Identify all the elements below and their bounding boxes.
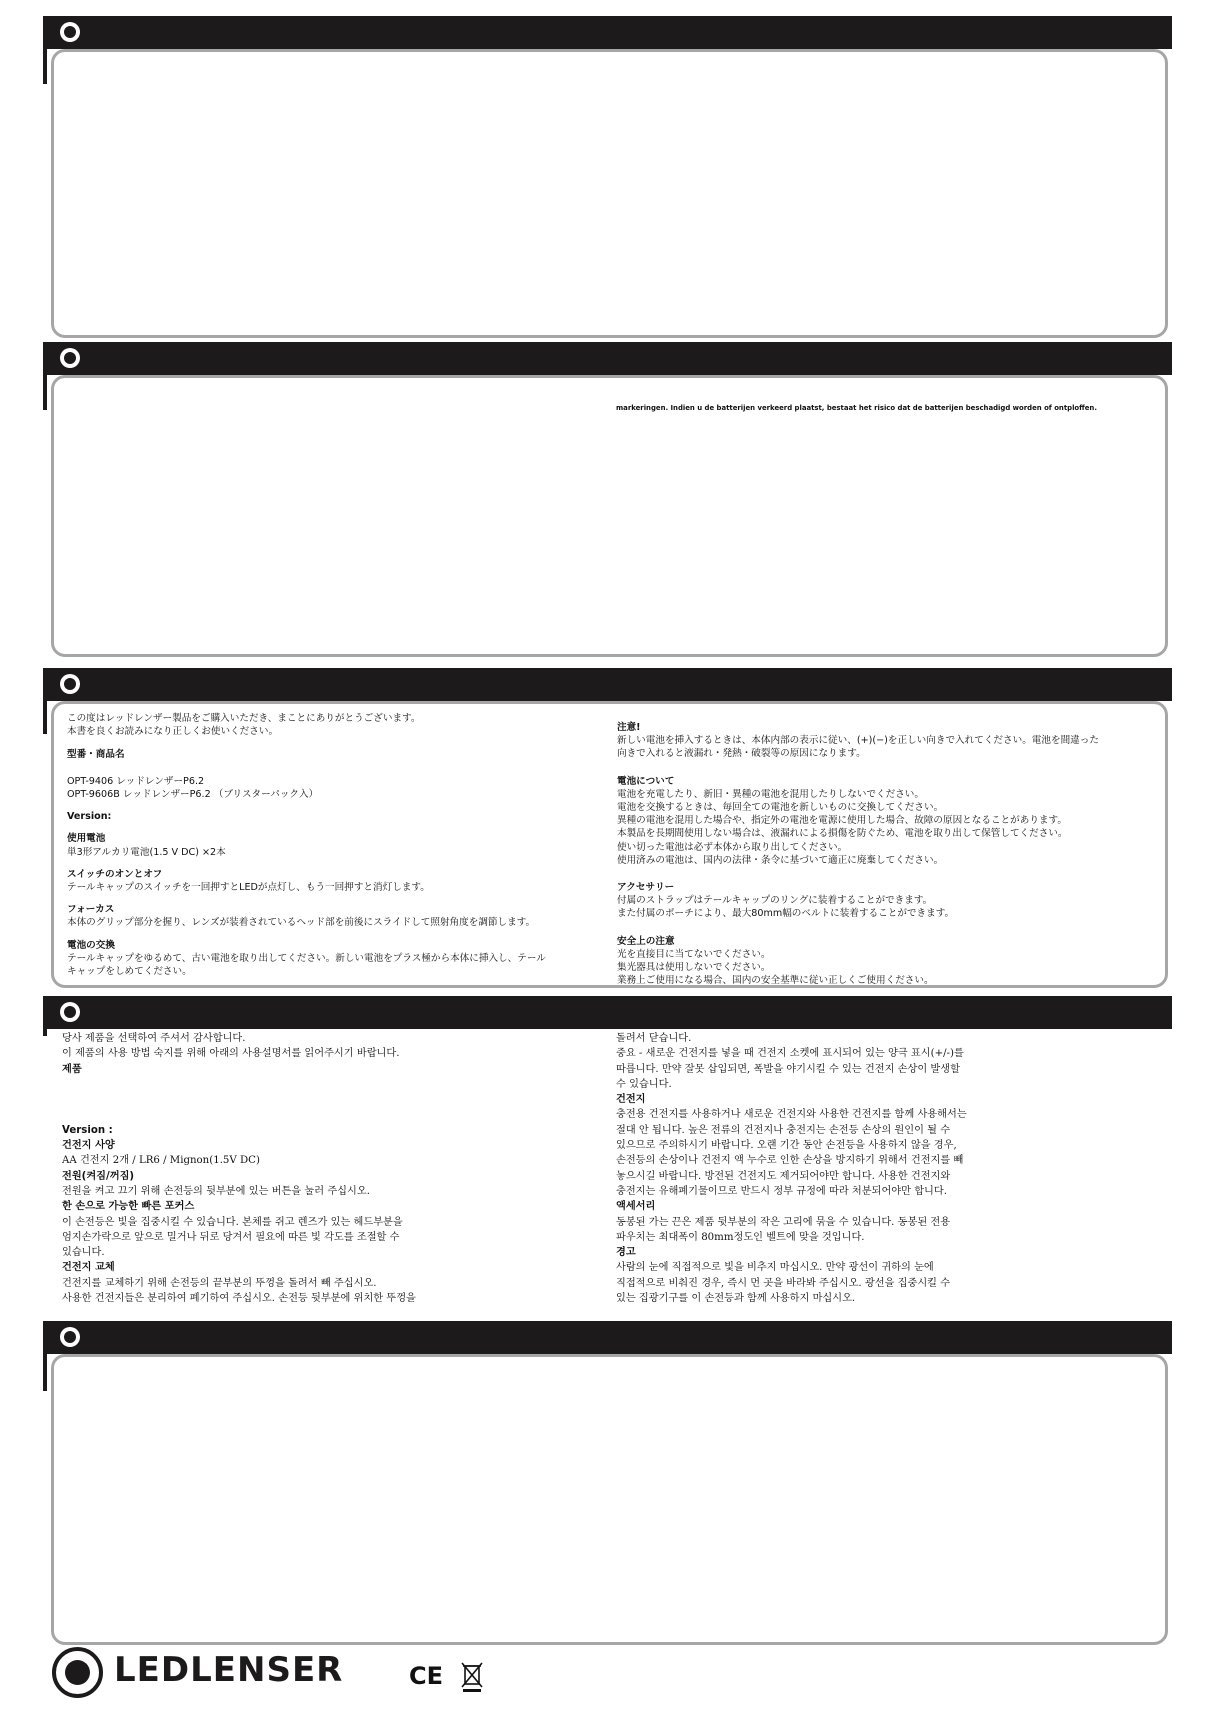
section-heading: 경고 bbox=[616, 1247, 636, 1259]
section-heading: 電池について bbox=[617, 775, 675, 787]
section-heading: 한 손으로 가능한 빠른 포커스 bbox=[62, 1201, 195, 1213]
dutch-panel bbox=[51, 375, 1168, 657]
text-line: 集光器具は使用しないでください。 bbox=[617, 962, 771, 974]
text-line: 전원을 켜고 끄기 위해 손전등의 뒷부분에 있는 버튼을 눌러 주십시오. bbox=[62, 1185, 370, 1197]
text-line bbox=[62, 1092, 517, 1107]
bullet-icon bbox=[60, 348, 80, 368]
text-line: 건전지를 교체하기 위해 손전등의 끝부분의 뚜껑을 돌려서 빼 주십시오. bbox=[62, 1277, 377, 1289]
text-line: AA 건전지 2개 / LR6 / Mignon(1.5V DC) bbox=[62, 1155, 260, 1167]
text-line: 사람의 눈에 직접적으로 빛을 비추지 마십시오. 만약 광선이 귀하의 눈에 bbox=[616, 1262, 934, 1274]
text-line: 당사 제품을 선택하여 주셔서 감사합니다. bbox=[62, 1033, 246, 1044]
text-line: 本体のグリップ部分を握り、レンズが装着されているヘッド部を前後にスライドして照射角度を調節します。 bbox=[67, 917, 536, 929]
section-heading: 건전지 교체 bbox=[62, 1262, 115, 1274]
bullet-icon bbox=[60, 22, 80, 42]
section-heading: 건전지 사양 bbox=[62, 1140, 115, 1152]
text-line: テールキャップのスイッチを一回押すとLEDが点灯し、もう一回押すと消灯します。 bbox=[67, 882, 430, 894]
text-line: また付属のポーチにより、最大80mm幅のベルトに装着することができます。 bbox=[617, 908, 955, 920]
text-line: 電池を交換するときは、毎回全ての電池を新しいものに交換してください。 bbox=[617, 802, 944, 814]
text-line: 놓으시길 바랍니다. 방전된 건전지도 제거되어야만 합니다. 사용한 건전지와 bbox=[616, 1170, 951, 1182]
ledlenser-logo-icon bbox=[52, 1647, 103, 1698]
text-line: 付属のストラップはテールキャップのリングに装着することができます。 bbox=[617, 895, 933, 907]
text-line: 本書を良くお読みになり正しくお使いください。 bbox=[67, 726, 279, 738]
section-heading: Version : bbox=[62, 1124, 113, 1136]
text-line: この度はレッドレンザー製品をご購入いただき、まことにありがとうございます。 bbox=[67, 713, 421, 724]
section-heading: 전원(켜짐/꺼짐) bbox=[62, 1170, 135, 1182]
bullet-icon bbox=[60, 1327, 80, 1347]
text-line: 수 있습니다. bbox=[616, 1078, 672, 1090]
text-line: 向きで入れると液漏れ・発熱・破裂等の原因になります。 bbox=[617, 748, 866, 760]
japanese-left-column bbox=[67, 712, 597, 978]
text-line: 충전지는 유해폐기물이므로 반드시 정부 규정에 따라 처분되어야만 합니다. bbox=[616, 1185, 947, 1197]
section-heading: 注意! bbox=[617, 722, 641, 733]
korean-left-column bbox=[62, 1031, 517, 1306]
text-line: 本製品を長期間使用しない場合は、液漏れによる損傷を防ぐため、電池を取り出して保管してください。 bbox=[617, 828, 1068, 840]
text-line: 사용한 건전지들은 분리하여 폐기하여 주십시오. 손전등 뒷부분에 위치한 뚜껑을 bbox=[62, 1293, 416, 1305]
text-line: 이 손전등은 빛을 집중시킬 수 있습니다. 본체를 쥐고 렌즈가 있는 헤드부분을 bbox=[62, 1216, 403, 1228]
text-line: 있는 집광기구를 이 손전등과 함께 사용하지 마십시오. bbox=[616, 1293, 856, 1305]
section-header-bar bbox=[47, 16, 1172, 49]
text-line: 동봉된 가는 끈은 제품 뒷부분의 작은 고리에 묶을 수 있습니다. 동봉된 전용 bbox=[616, 1216, 951, 1228]
section-heading: 使用電池 bbox=[67, 833, 106, 845]
section-heading: 型番・商品名 bbox=[67, 749, 125, 761]
text-line: 엄지손가락으로 앞으로 밀거나 뒤로 당겨서 필요에 따른 빛 각도를 조절할 수 bbox=[62, 1231, 400, 1243]
korean-right-column bbox=[616, 1031, 1064, 1306]
text-line: 光を直接目に当てないでください。 bbox=[617, 948, 771, 960]
dutch-text-line: markeringen. Indien u de batterijen verkeerd plaatst, bestaat het risico dat de batterijen beschadigd worden of ontploffen. bbox=[616, 404, 1097, 412]
bullet-icon bbox=[60, 674, 80, 694]
brand-wordmark: LEDLENSER bbox=[114, 1650, 344, 1690]
text-line: 業務上ご使用になる場合、国内の安全基準に従い正しくご使用ください。 bbox=[617, 975, 934, 987]
section-header-bar bbox=[47, 996, 1172, 1029]
text-line: 돌려서 닫습니다. bbox=[616, 1033, 692, 1044]
text-line: OPT-9606B レッドレンザーP6.2 （ブリスターパック入） bbox=[67, 789, 319, 801]
text-line: 충전용 건전지를 사용하거나 새로운 건전지와 사용한 건전지를 함께 사용해서는 bbox=[616, 1109, 967, 1121]
section-heading: 電池の交換 bbox=[67, 939, 115, 951]
weee-bin-icon bbox=[460, 1660, 484, 1698]
text-line bbox=[62, 1077, 517, 1092]
section-header-bar bbox=[47, 1321, 1172, 1354]
text-line: 異種の電池を混用した場合や、指定外の電池を電源に使用した場合、故障の原因となることがあります。 bbox=[617, 815, 1067, 827]
empty-panel bbox=[51, 1354, 1168, 1645]
section-heading: フォーカス bbox=[67, 904, 115, 916]
text-line: 単3形アルカリ電池(1.5 V DC) ×2本 bbox=[67, 846, 226, 858]
section-heading: 액세서리 bbox=[616, 1201, 656, 1213]
section-heading: 安全上の注意 bbox=[617, 935, 675, 947]
text-line: 使用済みの電池は、国内の法律・条令に基づいて適正に廃棄してください。 bbox=[617, 854, 944, 866]
text-line: 使い切った電池は必ず本体から取り出してください。 bbox=[617, 841, 848, 853]
text-line: 新しい電池を挿入するときは、本体内部の表示に従い、(+)(−)を正しい向きで入れてください。電池を間違った bbox=[617, 735, 1099, 747]
text-line: 이 제품의 사용 방법 숙지를 위해 아래의 사용설명서를 읽어주시기 바랍니다. bbox=[62, 1048, 400, 1060]
section-heading: アクセサリー bbox=[617, 882, 675, 894]
section-header-bar bbox=[47, 342, 1172, 375]
section-heading: 건전지 bbox=[616, 1094, 646, 1106]
text-line: テールキャップをゆるめて、古い電池を取り出してください。新しい電池をプラス極から本体に挿入し、テール bbox=[67, 952, 546, 964]
section-heading: スイッチのオンとオフ bbox=[67, 868, 163, 880]
ce-mark-icon: CE bbox=[409, 1662, 444, 1690]
text-line: OPT-9406 レッドレンザーP6.2 bbox=[67, 775, 205, 787]
empty-panel bbox=[51, 49, 1168, 338]
section-heading: 제품 bbox=[62, 1063, 82, 1075]
text-line: 직접적으로 비춰진 경우, 즉시 먼 곳을 바라봐 주십시오. 광선을 집중시킬 수 bbox=[616, 1277, 951, 1289]
text-line: キャップをしめてください。 bbox=[67, 966, 192, 978]
bullet-icon bbox=[60, 1002, 80, 1022]
text-line: 손전등의 손상이나 건전지 액 누수로 인한 손상을 방지하기 위해서 건전지를 빼 bbox=[616, 1155, 964, 1167]
text-line: 따릅니다. 만약 잘못 삽입되면, 폭발을 야기시킬 수 있는 건전지 손상이 발생할 bbox=[616, 1063, 960, 1075]
text-line: 있습니다. bbox=[62, 1247, 105, 1259]
text-line: 중요 - 새로운 건전지를 넣을 때 건전지 소켓에 표시되어 있는 양극 표시(+/-)를 bbox=[616, 1048, 964, 1060]
text-line: 있으므로 주의하시기 바랍니다. 오랜 기간 동안 손전등을 사용하지 않을 경우, bbox=[616, 1140, 957, 1152]
text-line bbox=[62, 1107, 517, 1122]
text-line: 절대 안 됩니다. 높은 전류의 건전지나 충전지는 손전등 손상의 원인이 될 수 bbox=[616, 1124, 951, 1136]
section-heading: Version: bbox=[67, 811, 112, 823]
japanese-right-column bbox=[617, 712, 1157, 987]
text-line: 電池を充電したり、新旧・異種の電池を混用したりしないでください。 bbox=[617, 788, 924, 800]
text-line: 파우치는 최대폭이 80mm정도인 벨트에 맞을 것입니다. bbox=[616, 1231, 865, 1243]
section-header-bar bbox=[47, 668, 1172, 701]
text-line bbox=[67, 762, 597, 775]
